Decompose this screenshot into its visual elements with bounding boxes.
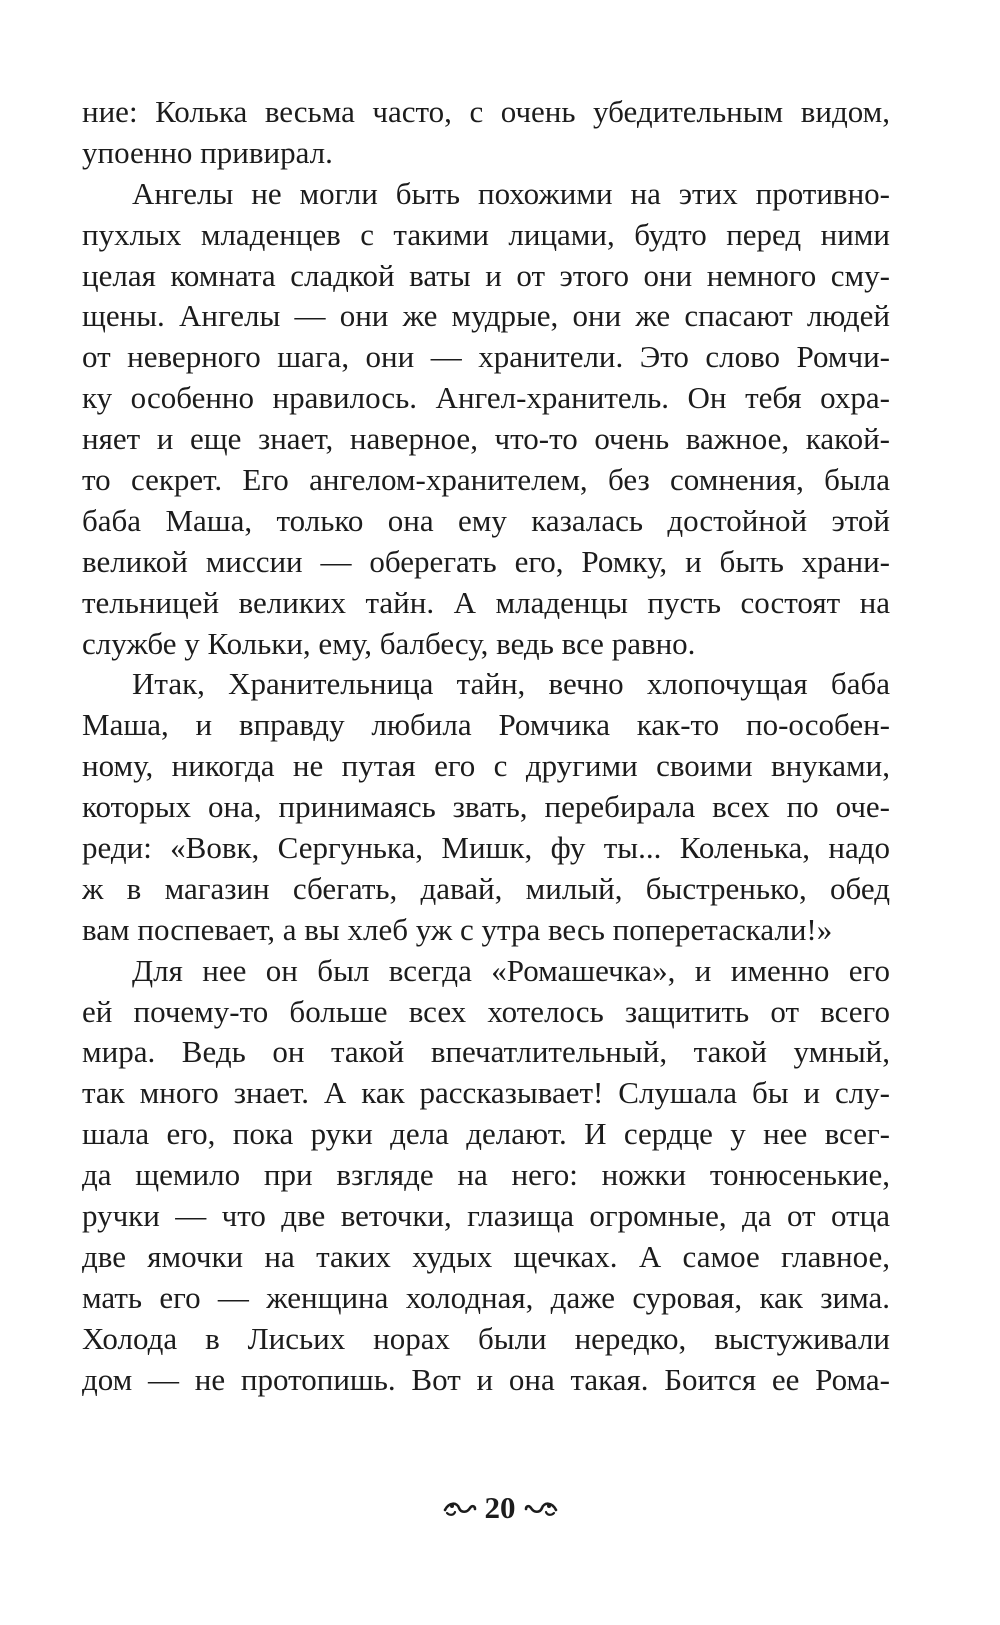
text-line: ей почему-то больше всех хотелось защитить от всего [82,993,890,1029]
text-line: мать его — женщина холодная, даже суровая, как зима. [82,1279,890,1315]
text-line: реди: «Вовк, Сергунька, Мишк, фу ты... Коленька, надо [82,830,890,866]
text-line: от неверного шага, они — хранители. Это слово Ромчи- [82,339,890,375]
text-line: вам поспевает, а вы хлеб уж с утра весь поперетаскали!» [82,911,833,947]
body-text [82,92,890,1401]
text-line: Холода в Лисьих норах были нередко, выстуживали [82,1320,890,1356]
book-page [82,92,890,1532]
text-line: тельницей великих тайн. А младенцы пусть состоят на [82,584,890,620]
text-line: пухлых младенцев с такими лицами, будто перед ними [82,216,890,252]
text-line: дом — не протопишь. Вот и она такая. Боится ее Рома- [82,1361,890,1397]
text-line: ному, никогда не путая его с другими своими внуками, [82,748,890,784]
text-line: две ямочки на таких худых щечках. А самое главное, [82,1238,890,1274]
text-line: ние: Колька весьма часто, с очень убедительным видом, [82,94,890,129]
text-line: которых она, принимаясь звать, перебирала всех по оче- [82,789,890,825]
text-line: ручки — что две веточки, глазища огромные, да от отца [82,1198,890,1234]
text-line: мира. Ведь он такой впечатлительный, такой умный, [82,1034,890,1070]
page-number: 20 [484,1490,516,1525]
text-line: баба Маша, только она ему казалась достойной этой [82,502,890,538]
text-line: щены. Ангелы — они же мудрые, они же спасают людей [82,298,890,334]
text-line: Маша, и вправду любила Ромчика как-то по-особен- [82,707,890,743]
page-footer [0,1490,1000,1526]
text-line: да щемило при взгляде на него: ножки тонюсенькие, [82,1157,890,1193]
text-line: упоенно привирал. [82,134,333,170]
text-line: няет и еще знает, наверное, что-то очень важное, какой- [82,421,890,457]
text-line: то секрет. Его ангелом-хранителем, без сомнения, была [82,462,890,498]
text-line: ку особенно нравилось. Ангел-хранитель. Он тебя охра- [82,380,890,416]
text-line: Для нее он был всегда «Ромашечка», и именно его [132,952,890,988]
text-line: целая комната сладкой ваты и от этого они немного сму- [82,257,890,293]
text-line: Итак, Хранительница тайн, вечно хлопочущая баба [132,666,890,702]
right-ornament-icon [524,1498,558,1518]
text-line: Ангелы не могли быть похожими на этих противно- [132,175,890,211]
text-line: шала его, пока руки дела делают. И сердце у нее всег- [82,1116,890,1152]
text-line: службе у Кольки, ему, балбесу, ведь все равно. [82,625,696,661]
text-line: так много знает. А как рассказывает! Слушала бы и слу- [82,1075,890,1111]
left-ornament-icon [443,1498,477,1518]
text-line: ж в магазин сбегать, давай, милый, быстренько, обед [82,870,890,906]
text-line: великой миссии — оберегать его, Ромку, и быть храни- [82,543,890,579]
